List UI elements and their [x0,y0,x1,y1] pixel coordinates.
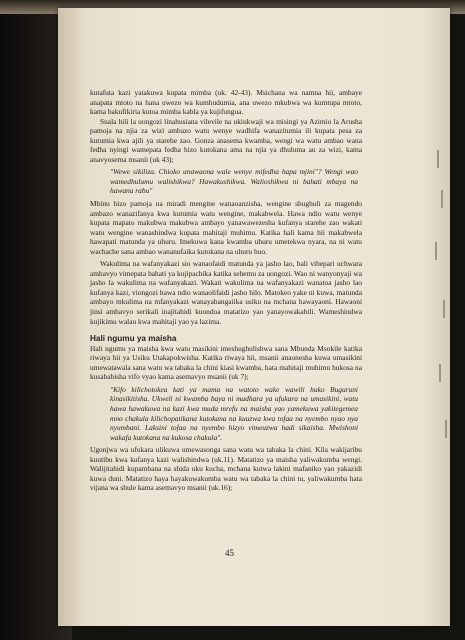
block-quote: "Wewe sikiliza. Chioko unawaona wale wenye mifedha hapa mjini"? Wengi wao wamedhulumu walishikwa? Hawakushikwa. Walioshikwa ni bahati mbaya na hawana rabu" [110,167,358,196]
paragraph: Ugonjwa wa ufukara ulikuwa umewasonga sana watu wa tabaka la chini. Kila wakijaribu kuutibu kwa kufanya kazi walishindwa (uk.11). Matatizo ya maisha yaliwakumba wengi. Walijitahidi kupambana na shida uku kucha, mchana kutwa lakini mafaniko yao yakazidi kuwa duni. Matatizo haya hayakuwakumba watu wa tabaka la chini tu, yaliwakumba hata vijana wa shule kama asemavyo msanii (uk.16); [90,445,362,493]
paragraph: Mbinu hizo pamoja na miradi mengine wanaoanzisha, wengine shughuli za magendo ambazo wanazifanya kwa kutumia watu wengine, makabwela. Hawa ndio watu wenye kupata mapato makubwa makubwa ambayo yanawawezesha kufanya starehe zao wakati watu wengine wanashindwa kupata mahitaji muhimu. Katika hali kama hii makabwela hawapati matunda ya uhuru. Imekuwa kana kwamba uhuru umetekwa nyara, na ni watu wachache sana ambao wananufaika kutokana na uhuru huo. [90,199,362,256]
staple-mark [437,150,439,168]
staple-mark [439,364,441,382]
staple-mark [435,242,437,260]
section-heading: Hali ngumu ya maisha [90,334,177,344]
block-quote: "Kifo kilichotokea kati ya mama na watoto wake wawili huko Buguruni kinasikitisha. Ukweli ni kwamba baya ni madhara ya ufukara na umasikini, watu hawa hawakuwa na kazi kwa muda mrefu na maisha yao yamekuwa yakitegemea mno chakula kilichopatikana kutokana na kuuzwa kwa tofaa na nyembo nyao nya nyumbani. Laksini tofaa na nyembo hizyo vimeuzwa hadi sikaisha. Mwishoni wakafa kutokana na kukosa chakula". [110,384,358,442]
binding-staples [431,150,451,470]
paragraph: kutafuta kazi yatakuwa kupata mimba (uk. 42-43). Msichana wa namna hii, ambaye anapata mtoto na hana uwezo wa kumhudumia, ana uwezo mkubwa wa kumtupa mtoto, kama bakufikiria kutoa mimba kabla ya kujifungua. [90,88,362,117]
staple-mark [445,420,447,438]
paragraph: Wakulima na wafanyakazi sio wanaofaidi matunda ya jasho lao, bali vibepari uchwara ambavyo vimepata bahati ya kujipachika katika sehemu za uongozi. Wao ni wanyonyaji wa jasho la wakulima na wafanyakazi. Wakati wakulima na wafanyakazi wanatoa jasho lao kufanya kazi, viongozi hawa ndio wanaolifaidi jasho hilo. Matokeo yake ni kuwa, matunda ambayo mkulima na mfanyakazi wanayabangaiika usiku na mchana hawayaoni. Hawaoni jinsi ambavyo serikali inajitahidi kuondoa matatizo yao yanayowakabili. Wameshindwa kujikimu walau kwa mahitaji yao ya lazima. [90,259,362,326]
staple-mark [443,300,445,318]
staple-mark [441,190,443,208]
page-number: 45 [225,548,234,558]
page-body-text [90,88,362,493]
paragraph: Hali ngumu ya maisha kwa watu masikini imeshughulishwa sana Mbunda Msokile katika riwaya hii ya Usiku Utakapokwisha. Katika riwaya hii, msanii anaonesha kuwa umasikini umewatawala sana watu wa tabaka la chini kiasi kwamba, hata mahitaji muhimu hukosa na kusababisha vifo vyao kama asemavyo msanii (uk 7); [90,343,362,382]
paragraph: Suala hili la uongozi linahusiana vilevile na ukiukwaji wa misingi ya Azimio la Arusha pamoja na njia za wizi ambazo watu wenye wadhifa wanazitumia ili kupata pesa za kutumia kwa ajili ya starehe zao. Gonza anasema kwamba, wengi wa watu ambao wana fedha nyingi wamepata fedha hizo kutokana ama na njia ya dhuluma au za wizi, kama anavyosema msanii (uk 43); [90,116,362,164]
